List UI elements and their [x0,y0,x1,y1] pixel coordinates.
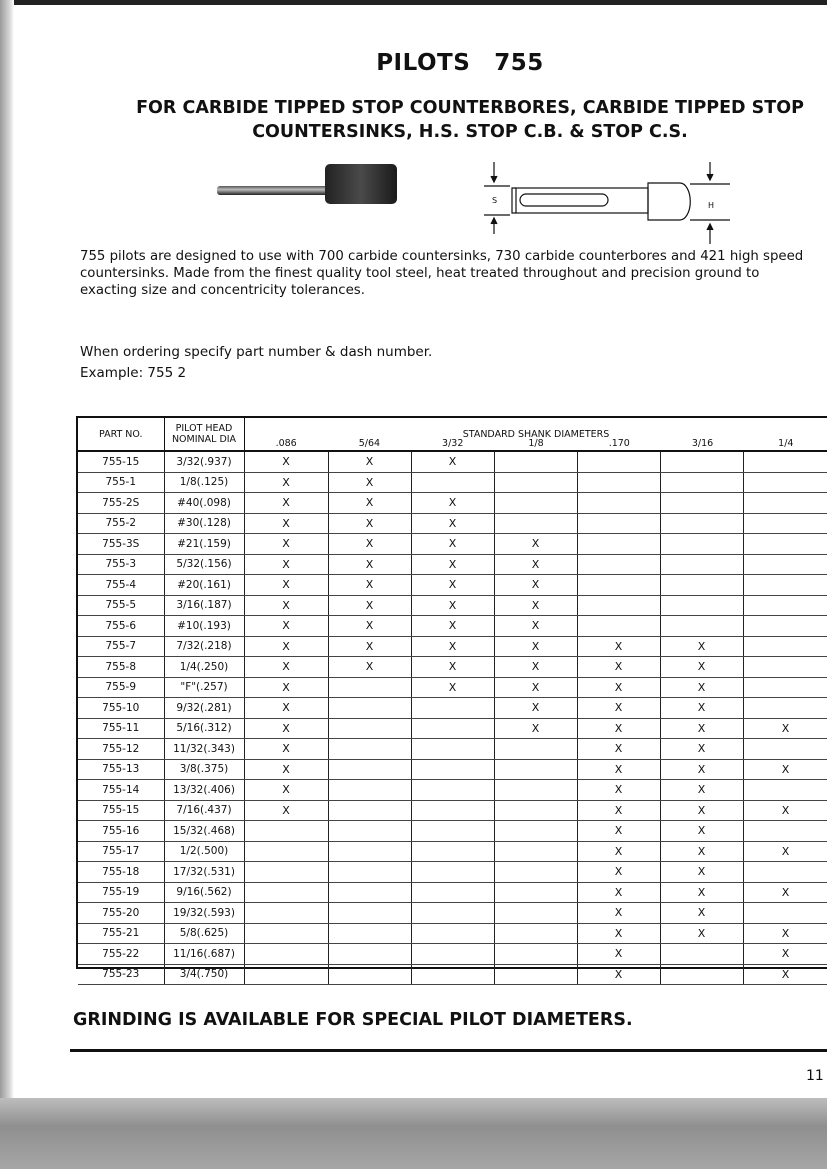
shank-cell: X [411,575,494,596]
shank-cell [494,964,577,985]
shank-cell [743,862,827,883]
shank-cell [494,923,577,944]
shank-cell: X [743,944,827,965]
header-pilot-head-line-2: NOMINAL DIA [171,434,237,445]
part-number-cell: 755-19 [78,882,164,903]
pilot-diameter-cell: 3/8(.375) [164,759,244,780]
shank-cell: X [743,718,827,739]
shank-col-5-64: 5/64 [358,438,381,449]
part-number-cell: 755-11 [78,718,164,739]
shank-cell: X [577,944,660,965]
shank-cell: X [577,759,660,780]
shank-cell [743,903,827,924]
shank-cell [411,862,494,883]
part-number-cell: 755-22 [78,944,164,965]
shank-cell: X [577,903,660,924]
shank-col-3-16: 3/16 [691,438,714,449]
shank-cell: X [244,493,328,514]
shank-cell: X [660,862,743,883]
shank-cell: X [244,759,328,780]
shank-cell [494,493,577,514]
pilot-diameter-cell: 1/4(.250) [164,657,244,678]
shank-cell [577,595,660,616]
pilot-diameter-cell: 3/4(.750) [164,964,244,985]
pilot-diameter-cell: 19/32(.593) [164,903,244,924]
shank-cell [411,759,494,780]
part-number-cell: 755-14 [78,780,164,801]
shank-cell [660,944,743,965]
grinding-note: GRINDING IS AVAILABLE FOR SPECIAL PILOT DIAMETERS. [73,1010,633,1030]
shank-cell [743,698,827,719]
shank-cell: X [244,575,328,596]
shank-cell: X [494,657,577,678]
part-number-cell: 755-17 [78,841,164,862]
shank-cell [328,698,411,719]
shank-cell [244,944,328,965]
shank-cell [411,718,494,739]
shank-cell: X [660,718,743,739]
shank-cell [328,882,411,903]
part-number-cell: 755-15 [78,451,164,472]
pilot-diameter-cell: 1/2(.500) [164,841,244,862]
header-shank-diameters [244,418,827,451]
shank-cell [577,472,660,493]
table-row [78,677,827,698]
part-number-cell: 755-2S [78,493,164,514]
shank-cell [411,944,494,965]
shank-cell: X [244,698,328,719]
pilot-diameter-cell: 7/32(.218) [164,636,244,657]
shank-cell [494,882,577,903]
shank-cell: X [244,718,328,739]
shank-cell [743,595,827,616]
shank-cell [328,862,411,883]
pilot-diameter-cell: 17/32(.531) [164,862,244,883]
table-row [78,862,827,883]
shank-cell: X [660,800,743,821]
part-number-cell: 755-15 [78,800,164,821]
shank-cell [328,780,411,801]
shank-cell [660,595,743,616]
table-row [78,575,827,596]
shank-cell: X [577,882,660,903]
shank-cell [743,780,827,801]
shank-cell: X [244,451,328,472]
shank-cell: X [577,698,660,719]
shank-cell [743,575,827,596]
scan-left-edge [0,0,14,1100]
shank-cell: X [328,616,411,637]
shank-cell: X [660,903,743,924]
shank-cell: X [328,636,411,657]
shank-cell [411,800,494,821]
pilot-diameter-cell: #20(.161) [164,575,244,596]
pilot-diameter-cell: #30(.128) [164,513,244,534]
table-row [78,698,827,719]
table-row [78,759,827,780]
shank-cell [577,554,660,575]
shank-cell: X [328,472,411,493]
shank-cell: X [743,800,827,821]
pilot-diameter-cell: 5/32(.156) [164,554,244,575]
subtitle-line-1: FOR CARBIDE TIPPED STOP COUNTERBORES, CARBIDE TIPPED STOP [136,98,804,118]
shank-cell [328,964,411,985]
shank-col-1-4: 1/4 [778,438,794,449]
scan-bottom-edge [0,1098,827,1169]
table-row [78,534,827,555]
shank-cell [743,677,827,698]
shank-cell: X [244,513,328,534]
ordering-info [80,342,432,384]
pilot-photo [215,160,400,205]
shank-cell [577,616,660,637]
shank-cell: X [577,780,660,801]
part-number-cell: 755-2 [78,513,164,534]
part-number-cell: 755-4 [78,575,164,596]
table-row [78,493,827,514]
shank-cell: X [743,882,827,903]
header-pilot-head [164,418,244,451]
shank-cell: X [244,472,328,493]
shank-cell [743,493,827,514]
part-number-cell: 755-16 [78,821,164,842]
page-subtitle [120,96,820,144]
shank-cell: X [660,739,743,760]
part-number-cell: 755-5 [78,595,164,616]
shank-cell [494,903,577,924]
shank-cell: X [244,636,328,657]
shank-cell [244,964,328,985]
part-number-cell: 755-12 [78,739,164,760]
pilot-diameter-cell: "F"(.257) [164,677,244,698]
shank-cell [660,964,743,985]
table-row [78,944,827,965]
shank-cell: X [244,595,328,616]
shank-cell: X [411,636,494,657]
shank-cell: X [328,575,411,596]
shank-cell [244,841,328,862]
shank-cell: X [660,698,743,719]
shank-cell: X [494,698,577,719]
shank-cell: X [660,780,743,801]
shank-cell [577,513,660,534]
shank-cell: X [328,493,411,514]
shank-cell: X [244,780,328,801]
shank-cell [494,944,577,965]
shank-cell [494,472,577,493]
shank-cell [244,862,328,883]
shank-cell: X [660,923,743,944]
table-row [78,616,827,637]
footer-rule [70,1049,827,1052]
drawing-label-h: H [708,201,715,210]
shank-cell: X [328,554,411,575]
shank-cell: X [494,554,577,575]
pilot-diameter-cell: #40(.098) [164,493,244,514]
shank-cell [577,534,660,555]
shank-cell: X [411,493,494,514]
scan-top-edge [0,0,827,5]
shank-cell [494,841,577,862]
table-row [78,903,827,924]
shank-cell: X [494,677,577,698]
header-part-no: PART NO. [78,418,164,451]
pilot-diameter-cell: 5/16(.312) [164,718,244,739]
shank-col-1-8: 1/8 [528,438,544,449]
shank-column-labels [245,438,827,449]
pilot-diameter-cell: 1/8(.125) [164,472,244,493]
part-number-cell: 755-8 [78,657,164,678]
part-number-cell: 755-3S [78,534,164,555]
shank-cell: X [244,616,328,637]
shank-cell: X [743,841,827,862]
shank-cell: X [494,534,577,555]
shank-cell: X [328,657,411,678]
shank-cell [577,575,660,596]
drawing-label-s: S [492,196,498,205]
shank-cell: X [577,923,660,944]
shank-cell [494,821,577,842]
part-number-cell: 755-9 [78,677,164,698]
shank-cell [660,554,743,575]
shank-cell [660,575,743,596]
shank-cell [743,534,827,555]
shank-cell [577,451,660,472]
shank-cell [328,800,411,821]
shank-cell: X [244,800,328,821]
shank-cell: X [577,739,660,760]
shank-cell [411,903,494,924]
table-row [78,451,827,472]
shank-cell [660,513,743,534]
pilot-diameter-cell: 15/32(.468) [164,821,244,842]
part-number-cell: 755-21 [78,923,164,944]
shank-cell [411,472,494,493]
shank-cell: X [411,534,494,555]
pilot-diameter-cell: 13/32(.406) [164,780,244,801]
table-row [78,718,827,739]
shank-cell [660,534,743,555]
pilot-diameter-cell: 7/16(.437) [164,800,244,821]
shank-title: STANDARD SHANK DIAMETERS [462,429,610,440]
shank-cell: X [660,821,743,842]
pilot-diameter-cell: #21(.159) [164,534,244,555]
shank-cell: X [244,739,328,760]
table-row [78,554,827,575]
shank-cell [411,882,494,903]
part-number-cell: 755-3 [78,554,164,575]
table-row [78,636,827,657]
shank-cell [743,554,827,575]
ordering-example: Example: 755 2 [80,365,187,381]
shank-cell: X [577,964,660,985]
shank-cell: X [494,616,577,637]
pilot-diameter-cell: 9/32(.281) [164,698,244,719]
pilot-table [76,416,827,981]
shank-cell [743,472,827,493]
shank-cell [328,903,411,924]
shank-cell: X [494,595,577,616]
shank-cell: X [660,841,743,862]
shank-cell [244,821,328,842]
shank-cell: X [577,841,660,862]
shank-cell: X [660,759,743,780]
table-row [78,595,827,616]
table-row [78,657,827,678]
pilot-diameter-cell: #10(.193) [164,616,244,637]
table-row [78,739,827,760]
ordering-line-1: When ordering specify part number & dash number. [80,344,433,360]
shank-cell [411,780,494,801]
shank-cell [411,821,494,842]
shank-cell [494,451,577,472]
shank-cell: X [577,821,660,842]
shank-cell [743,513,827,534]
shank-cell: X [660,882,743,903]
shank-cell [743,739,827,760]
shank-cell [411,739,494,760]
pilot-diameter-cell: 5/8(.625) [164,923,244,944]
shank-col-3-32: 3/32 [442,438,464,449]
shank-cell [743,657,827,678]
pilot-diameter-cell: 11/16(.687) [164,944,244,965]
shank-cell: X [411,554,494,575]
shank-cell: X [244,657,328,678]
shank-cell: X [328,534,411,555]
shank-cell [743,636,827,657]
shank-cell: X [743,923,827,944]
shank-col-170: .170 [608,438,630,449]
shank-cell [328,739,411,760]
part-number-cell: 755-10 [78,698,164,719]
shank-cell [494,862,577,883]
shank-cell [328,944,411,965]
product-description: 755 pilots are designed to use with 700 carbide countersinks, 730 carbide counterbores and 421 high speed countersinks. Made from the finest quality tool steel, heat treated throughout and precision ground to exacting size and concentricity tolerances. [80,249,804,298]
shank-cell [494,759,577,780]
shank-cell: X [411,677,494,698]
part-number-cell: 755-23 [78,964,164,985]
shank-cell [577,493,660,514]
shank-cell: X [577,657,660,678]
title-number: 755 [494,50,544,76]
shank-cell [411,923,494,944]
shank-cell [328,677,411,698]
shank-cell: X [328,595,411,616]
table-row [78,841,827,862]
shank-cell: X [660,677,743,698]
shank-cell [743,616,827,637]
title-word: PILOTS [376,50,471,76]
shank-cell: X [577,862,660,883]
shank-cell: X [743,964,827,985]
shank-cell: X [328,451,411,472]
part-number-cell: 755-20 [78,903,164,924]
pilot-diameter-cell: 3/16(.187) [164,595,244,616]
shank-cell: X [743,759,827,780]
table-row [78,800,827,821]
shank-cell [411,841,494,862]
shank-cell [328,759,411,780]
shank-cell: X [660,657,743,678]
shank-cell: X [244,677,328,698]
shank-cell [494,739,577,760]
shank-cell: X [328,513,411,534]
shank-col-086: .086 [275,438,297,449]
shank-cell: X [411,616,494,637]
page-number: 11 [806,1068,824,1084]
part-number-cell: 755-6 [78,616,164,637]
shank-cell: X [411,657,494,678]
shank-cell: X [494,718,577,739]
shank-cell: X [660,636,743,657]
shank-cell [660,472,743,493]
shank-cell [411,698,494,719]
shank-cell: X [577,718,660,739]
shank-cell [411,964,494,985]
shank-cell [494,780,577,801]
pilot-diameter-cell: 9/16(.562) [164,882,244,903]
shank-cell [494,800,577,821]
shank-cell: X [494,636,577,657]
shank-cell: X [244,534,328,555]
shank-cell [328,923,411,944]
shank-cell [494,513,577,534]
shank-cell: X [577,800,660,821]
shank-cell [328,821,411,842]
table-row [78,780,827,801]
pilot-drawing [470,158,740,248]
table-header-row [78,418,827,451]
shank-cell: X [411,595,494,616]
pilot-diameter-cell: 11/32(.343) [164,739,244,760]
header-pilot-head-line-1: PILOT HEAD [175,423,233,434]
shank-cell [660,616,743,637]
shank-cell [244,923,328,944]
shank-cell: X [244,554,328,575]
shank-cell: X [411,451,494,472]
part-number-cell: 755-13 [78,759,164,780]
table-row [78,964,827,985]
page-title [0,50,827,76]
table-row [78,513,827,534]
shank-cell [660,451,743,472]
table-row [78,472,827,493]
shank-cell: X [411,513,494,534]
table-row [78,923,827,944]
shank-cell [660,493,743,514]
subtitle-line-2: COUNTERSINKS, H.S. STOP C.B. & STOP C.S. [252,122,688,142]
shank-cell [328,718,411,739]
shank-cell [328,841,411,862]
shank-cell [743,821,827,842]
shank-cell: X [577,636,660,657]
shank-cell: X [577,677,660,698]
part-number-cell: 755-18 [78,862,164,883]
table-row [78,821,827,842]
pilot-diameter-cell: 3/32(.937) [164,451,244,472]
shank-cell [244,882,328,903]
part-number-cell: 755-1 [78,472,164,493]
part-number-cell: 755-7 [78,636,164,657]
table-body [78,451,827,985]
table-row [78,882,827,903]
shank-cell [743,451,827,472]
shank-cell [244,903,328,924]
shank-cell: X [494,575,577,596]
